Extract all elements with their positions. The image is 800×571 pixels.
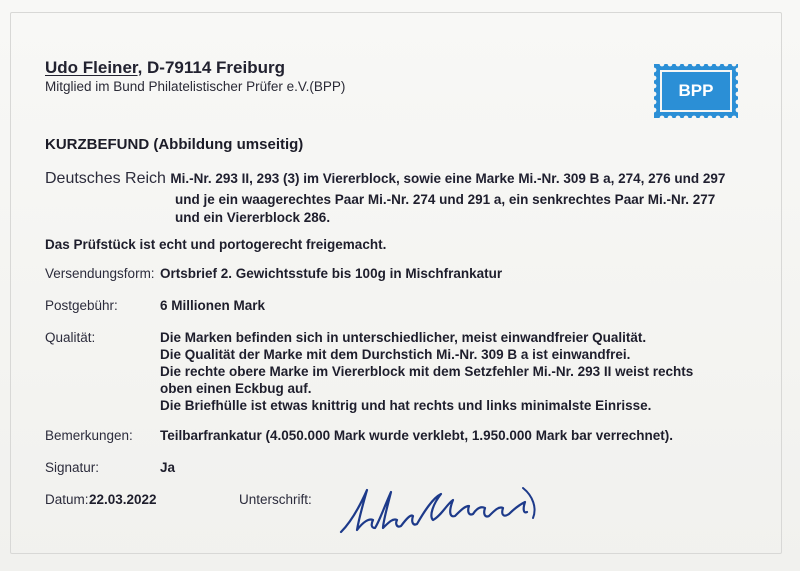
- bemerkungen-value: Teilbarfrankatur (4.050.000 Mark wurde verklebt, 1.950.000 Mark bar verrechnet).: [160, 428, 673, 443]
- qualitaet-line-4: oben einen Eckbug auf.: [160, 381, 312, 396]
- item-description-line-2: und je ein waagerechtes Paar Mi.-Nr. 274 und 291 a, ein senkrechtes Paar Mi.-Nr. 277: [175, 192, 716, 207]
- item-description-line-3: und ein Viererblock 286.: [175, 210, 331, 225]
- signatur-value: Ja: [160, 460, 176, 475]
- versand-value: Ortsbrief 2. Gewichtsstufe bis 100g in Mischfrankatur: [160, 266, 503, 281]
- unterschrift-label: Unterschrift:: [239, 492, 312, 507]
- gebuehr-value: 6 Millionen Mark: [160, 298, 266, 313]
- examiner-address: , D-79114 Freiburg: [137, 58, 285, 77]
- country: Deutsches Reich: [45, 170, 166, 187]
- qualitaet-line-2: Die Qualität der Marke mit dem Durchstich Mi.-Nr. 309 B a ist einwandfrei.: [160, 347, 631, 362]
- gebuehr-label: Postgebühr:: [45, 298, 118, 313]
- examiner-heading: [45, 58, 285, 78]
- signatur-label: Signatur:: [45, 460, 100, 475]
- qualitaet-line-1: Die Marken befinden sich in unterschiedlicher, meist einwandfreier Qualität.: [160, 330, 647, 345]
- versand-label: Versendungsform:: [45, 266, 155, 281]
- datum-label: Datum:: [45, 492, 89, 507]
- authenticity-statement: Das Prüfstück ist echt und portogerecht freigemacht.: [45, 237, 387, 252]
- qualitaet-line-3: Die rechte obere Marke im Viererblock mit dem Setzfehler Mi.-Nr. 293 II weist rechts: [160, 364, 694, 379]
- qualitaet-line-5: Die Briefhülle ist etwas knittrig und hat rechts und links minimalste Einrisse.: [160, 398, 652, 413]
- examiner-membership: Mitglied im Bund Philatelistischer Prüfer e.V.(BPP): [45, 79, 346, 94]
- examiner-name: Udo Fleiner: [45, 58, 138, 77]
- bpp-logo: [652, 62, 740, 120]
- qualitaet-label: Qualität:: [45, 330, 96, 345]
- handwritten-signature: [337, 478, 547, 540]
- datum-value: 22.03.2022: [89, 492, 157, 507]
- bemerkungen-label: Bemerkungen:: [45, 428, 133, 443]
- item-description-line-1: [45, 170, 725, 188]
- catalog-numbers: Mi.-Nr. 293 II, 293 (3) im Viererblock, sowie eine Marke Mi.-Nr. 309 B a, 274, 276 und 297: [170, 171, 726, 186]
- bpp-logo-text: BPP: [678, 81, 714, 100]
- report-title: KURZBEFUND (Abbildung umseitig): [45, 136, 304, 153]
